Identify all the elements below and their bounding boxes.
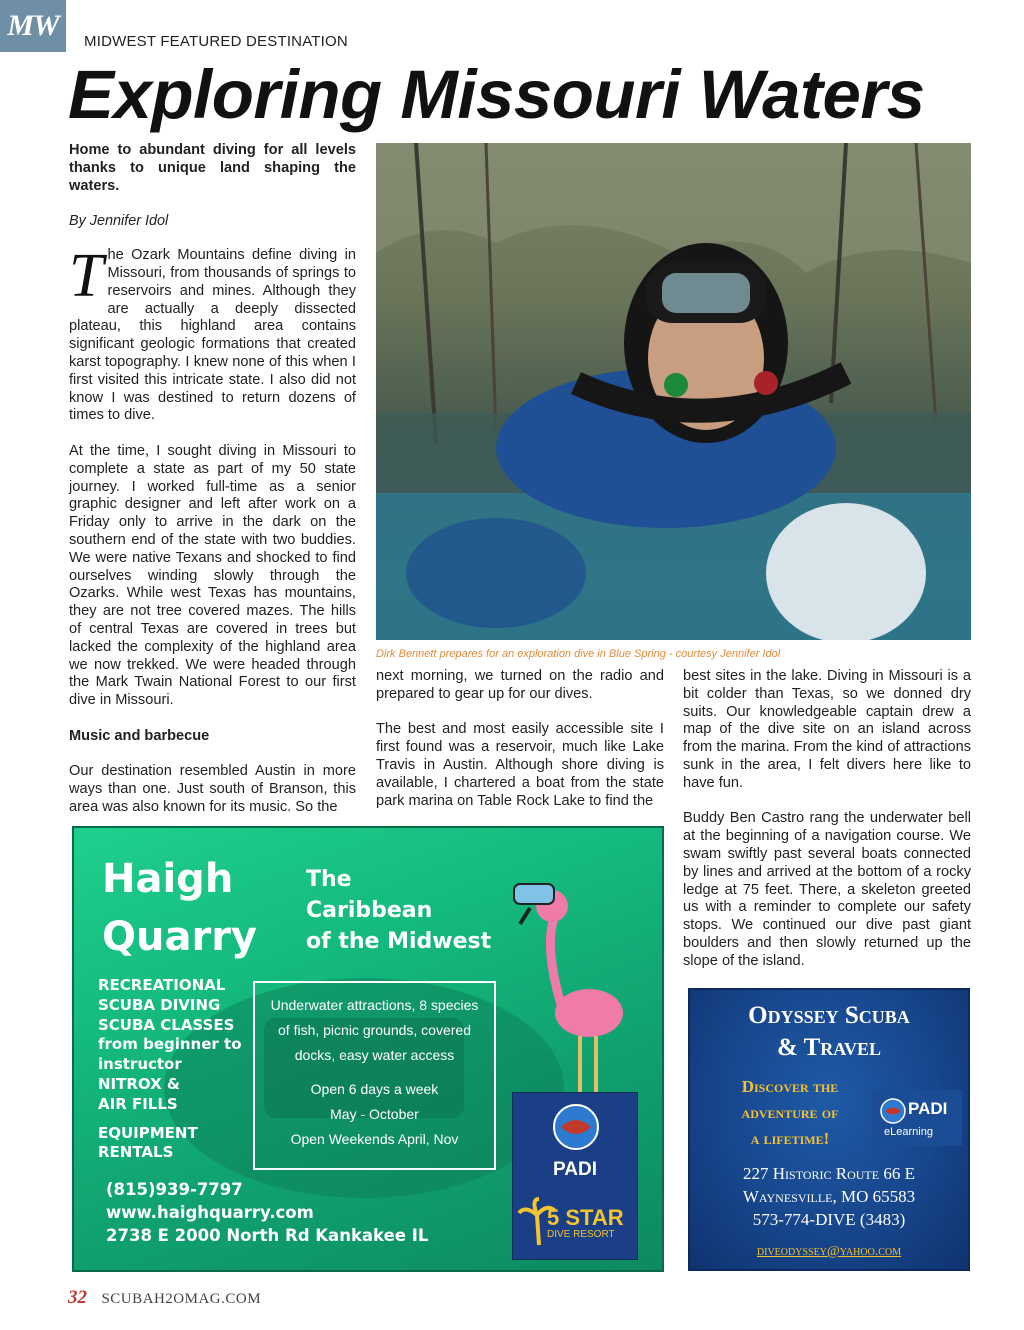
- padi-logo-text: PADI: [908, 1099, 948, 1118]
- info-line: Open 6 days a week: [310, 1081, 439, 1097]
- haigh-services: [98, 976, 242, 1163]
- haigh-phone[interactable]: (815)939-7797: [106, 1180, 243, 1199]
- paragraph-1: [69, 242, 356, 425]
- haigh-address: 2738 E 2000 North Rd Kankakee IL: [106, 1226, 429, 1245]
- haigh-quarry-ad[interactable]: [72, 826, 664, 1272]
- haigh-name: Haigh: [102, 856, 234, 902]
- odyssey-address: [690, 1162, 968, 1231]
- article-column-1: [69, 142, 356, 834]
- odyssey-email-link[interactable]: diveodyssey@yahoo.com: [756, 1244, 902, 1259]
- page-title: Exploring Missouri Waters: [68, 56, 925, 133]
- elearning-text: eLearning: [884, 1126, 933, 1138]
- paragraph-6: best sites in the lake. Diving in Missouri is a bit colder than Texas, so we donned dry suits. Our knowledgeable captain drew a map of the dive site on an island across from the marina. From the kind of attractions sunk in the area, I felt divers here like to have fun.: [683, 668, 971, 791]
- padi-elearning-badge: [872, 1090, 962, 1146]
- dive-resort-text: DIVE RESORT: [547, 1229, 615, 1240]
- haigh-slogan: [306, 864, 491, 957]
- slogan-line: of the Midwest: [306, 929, 492, 954]
- haigh-info-box: [253, 981, 496, 1170]
- padi-globe-icon: [513, 1093, 639, 1163]
- slogan-line: The: [306, 867, 352, 892]
- service-line: AIR FILLS: [98, 1094, 178, 1113]
- paragraph-7: Buddy Ben Castro rang the underwater bell at the beginning of a navigation course. We swam swiftly past several boats connected by lines and arrived at the bottom of a rocky ledge at 75 feet. There, a skeleton greeted us with a reminder to complete our safety stops. We continued our dive past giant boulders and then slowly returned up the slope of the island.: [683, 810, 971, 969]
- odyssey-brand: [690, 1000, 968, 1064]
- service-line: NITROX &: [98, 1074, 181, 1093]
- page-number: 32: [68, 1287, 87, 1308]
- service-line: EQUIPMENT: [98, 1123, 198, 1142]
- address-phone[interactable]: 573-774-DIVE (3483): [752, 1210, 906, 1229]
- odyssey-tagline: [710, 1074, 870, 1152]
- drop-cap: T: [69, 242, 104, 311]
- tagline-line: a lifetime!: [750, 1129, 830, 1148]
- diver-illustration: [376, 143, 971, 640]
- address-line: 227 Historic Route 66 E: [743, 1164, 915, 1183]
- page-footer: [68, 1287, 261, 1309]
- slogan-line: Caribbean: [306, 898, 433, 923]
- paragraph-2: At the time, I sought diving in Missouri to complete a state as part of my 50 state journey. I worked full-time as a senior graphic designer and left after work on a Friday only to arrive in the dark on the southern end of the state with two buddies. We were native Texans and shocked to find ourselves winding slowly through the Ozarks. While west Texas has mountains, they are not tree covered mazes. The hills of central Texas are covered in trees but lacked the complexity of the highland area we now trekked. We were headed through the Mark Twain National Forest to our first dive in Missouri.: [69, 442, 356, 709]
- byline: By Jennifer Idol: [69, 213, 169, 230]
- brand-line: Odyssey Scuba: [748, 1002, 910, 1029]
- info-line: Open Weekends April, Nov: [290, 1131, 459, 1147]
- info-line: of fish, picnic grounds, covered: [278, 1022, 471, 1038]
- article-column-3: [683, 668, 971, 988]
- paragraph-3: Our destination resembled Austin in more ways than one. Just south of Branson, this area was also known for its music. So the: [69, 763, 356, 815]
- padi-five-star-badge: [512, 1092, 638, 1260]
- service-line: from beginner to: [98, 1035, 242, 1054]
- five-star-text: 5 STAR: [547, 1205, 624, 1230]
- info-line: docks, easy water access: [294, 1047, 455, 1063]
- tagline-line: Discover the: [741, 1077, 839, 1096]
- paragraph-4: next morning, we turned on the radio and prepared to gear up for our dives.: [376, 668, 664, 702]
- tagline-line: adventure of: [741, 1103, 839, 1122]
- section-tab: MW: [0, 0, 66, 52]
- service-line: SCUBA CLASSES: [98, 1015, 235, 1034]
- service-line: SCUBA DIVING: [98, 995, 221, 1014]
- diver-photo: [376, 143, 971, 640]
- subhead: Music and barbecue: [69, 727, 210, 744]
- paragraph-1-text: he Ozark Mountains define diving in Missouri, from thousands of springs to reservoirs and mines. Although they are actually a deeply dissected plateau, this highland area contains significant geologic formations that created karst topography. I knew none of this when I first visited this intricate state. I also did not know I was destined to return dozens of times to dive.: [69, 247, 356, 424]
- magazine-site-link[interactable]: SCUBAH2OMAG.COM: [101, 1291, 262, 1307]
- article-deck: Home to abundant diving for all levels thanks to unique land shaping the waters.: [69, 142, 356, 194]
- info-line: Underwater attractions, 8 species: [270, 997, 479, 1013]
- section-label: MIDWEST FEATURED DESTINATION: [84, 33, 348, 50]
- service-line: RENTALS: [98, 1143, 174, 1162]
- service-line: [98, 1115, 242, 1124]
- address-line: Waynesville, MO 65583: [742, 1187, 916, 1206]
- info-line: May - October: [330, 1106, 419, 1122]
- haigh-contact: [106, 1178, 428, 1247]
- odyssey-scuba-ad[interactable]: [688, 988, 970, 1271]
- service-line: RECREATIONAL: [98, 976, 226, 994]
- article-column-2: [376, 668, 664, 828]
- paragraph-5: The best and most easily accessible site I first found was a reservoir, much like Lake Travis in Austin. Although shore diving is available, I chartered a boat from the state park marina on Table Rock Lake to find the: [376, 721, 664, 809]
- padi-logo-text: PADI: [553, 1159, 597, 1180]
- quarry-name: Quarry: [102, 914, 257, 960]
- service-line: instructor: [98, 1055, 182, 1074]
- haigh-website[interactable]: www.haighquarry.com: [106, 1203, 314, 1222]
- info-line: [255, 1068, 494, 1077]
- photo-caption: Dirk Bennett prepares for an exploration dive in Blue Spring - courtesy Jennifer Idol: [376, 648, 781, 660]
- brand-line: & Travel: [777, 1034, 881, 1061]
- padi-globe-icon: [878, 1096, 908, 1126]
